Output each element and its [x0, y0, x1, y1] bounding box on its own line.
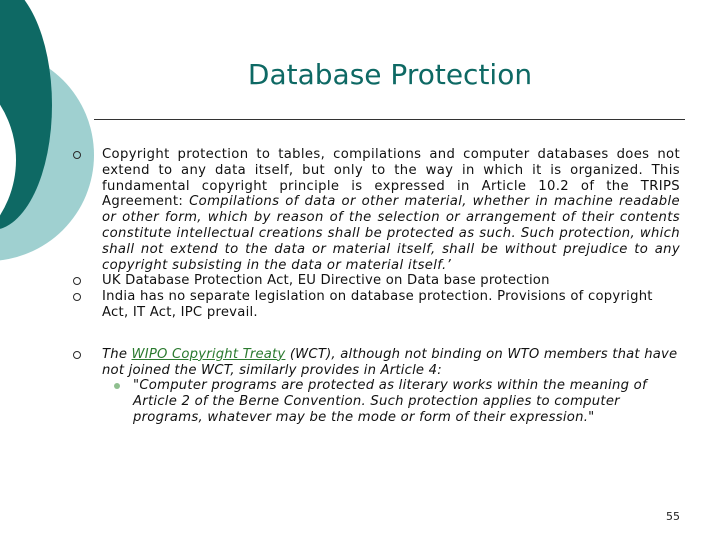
trips-quote: Compilations of data or other material, whether in machine readable or other form, which by reason of the selection or arrangement of their contents constitute intellectual creations shall be protected as such. Such protection, which shall not extend to the data or material itself, shall be without prejudice to any copyright subsisting in the data or material itself.’ — [102, 194, 681, 273]
bullet-text: India has no separate legislation on database protection. Provisions of copyright Act, IT Act, IPC prevail. — [102, 289, 653, 320]
bullet-copyright-protection — [70, 147, 680, 273]
slide-body — [70, 147, 680, 426]
hollow-circle-bullet-icon — [73, 351, 81, 359]
hollow-circle-bullet-icon — [73, 277, 81, 285]
sub-bullet-text: "Computer programs are protected as literary works within the meaning of Article 2 of the Berne Convention. Such protection applies to computer programs, whatever may be the mode or form of their expression." — [133, 378, 647, 425]
slide-title: Database Protection — [247, 58, 533, 91]
title-divider — [94, 119, 685, 120]
bullet-text: Copyright protection to tables, compilations and computer databases does not extend to any data itself, but only to the way in which it is organized. This fundamental copyright principle is expressed in Article 10.2 of the TRIPS Agreement: — [102, 147, 680, 210]
bullet-text-pre: The — [102, 346, 132, 362]
bullet-india — [70, 289, 680, 321]
bullet-uk-eu — [70, 273, 680, 289]
sub-bullet-berne — [102, 378, 680, 425]
hollow-circle-bullet-icon — [73, 151, 81, 159]
bullet-text-post: (WCT), although not binding on WTO members that have not joined the WCT, similarly provides in Article 4: — [102, 346, 678, 378]
page-number: 55 — [666, 510, 680, 523]
bullet-wipo — [70, 347, 680, 426]
filled-dot-bullet-icon — [114, 383, 120, 389]
wipo-treaty-link[interactable]: WIPO Copyright Treaty — [131, 346, 286, 362]
bullet-text: UK Database Protection Act, EU Directive on Data base protection — [102, 273, 550, 289]
hollow-circle-bullet-icon — [73, 293, 81, 301]
